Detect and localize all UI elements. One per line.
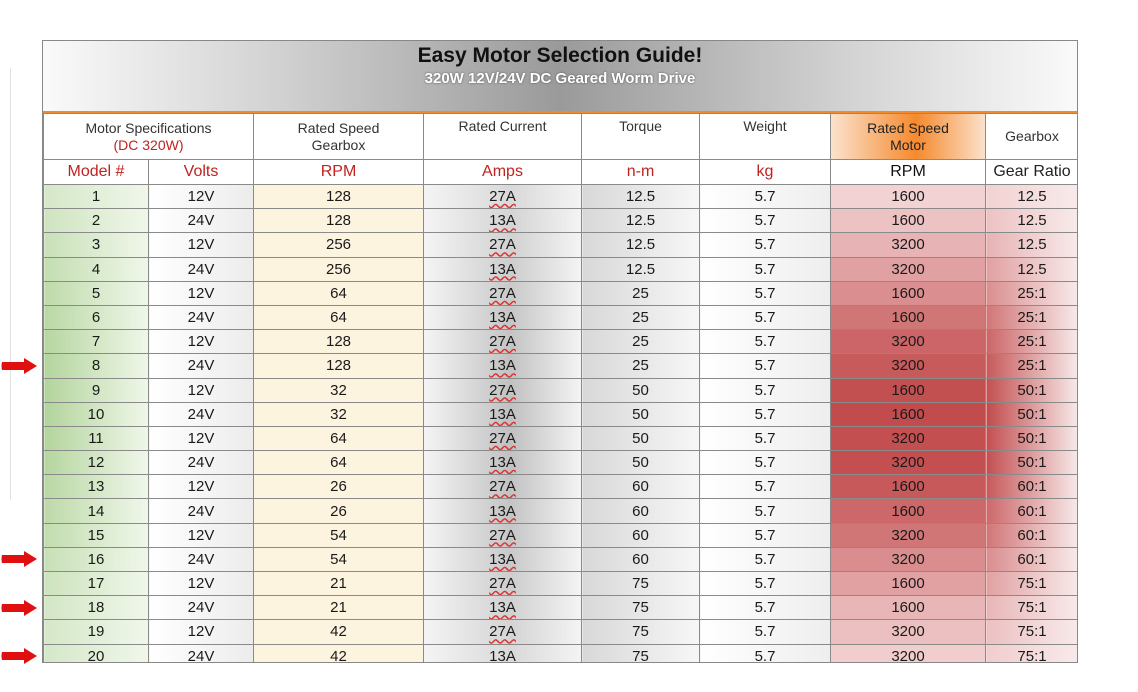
cell-rpm-gearbox: 128 bbox=[254, 209, 424, 233]
cell-model: 10 bbox=[44, 402, 149, 426]
cell-volts: 12V bbox=[149, 330, 254, 354]
red-arrow-icon bbox=[0, 647, 38, 665]
cell-amps bbox=[424, 185, 582, 209]
cell-gear-ratio: 50:1 bbox=[986, 402, 1079, 426]
cell-weight: 5.7 bbox=[700, 499, 831, 523]
cell-model: 7 bbox=[44, 330, 149, 354]
title-band bbox=[43, 41, 1077, 113]
cell-amps bbox=[424, 572, 582, 596]
cell-gear-ratio: 12.5 bbox=[986, 257, 1079, 281]
table-row bbox=[44, 644, 1079, 663]
header-row bbox=[44, 114, 1079, 160]
unit-volts: Volts bbox=[149, 160, 254, 185]
cell-volts: 24V bbox=[149, 209, 254, 233]
cell-amps bbox=[424, 547, 582, 571]
cell-model: 6 bbox=[44, 305, 149, 329]
cell-rpm-gearbox: 256 bbox=[254, 257, 424, 281]
cell-model: 16 bbox=[44, 547, 149, 571]
cell-torque: 60 bbox=[582, 475, 700, 499]
unit-model: Model # bbox=[44, 160, 149, 185]
cell-volts: 12V bbox=[149, 572, 254, 596]
cell-model: 15 bbox=[44, 523, 149, 547]
table-row bbox=[44, 281, 1079, 305]
page-edge-line bbox=[10, 68, 11, 500]
cell-amps bbox=[424, 644, 582, 663]
header-rated-speed-motor-l2: Motor bbox=[890, 136, 926, 153]
header-motor-spec-label: Motor Specifications bbox=[85, 119, 212, 136]
table-row bbox=[44, 185, 1079, 209]
unit-weight: kg bbox=[700, 160, 831, 185]
cell-rpm-motor: 3200 bbox=[831, 644, 986, 663]
table-row bbox=[44, 475, 1079, 499]
table-row bbox=[44, 233, 1079, 257]
cell-torque: 60 bbox=[582, 547, 700, 571]
cell-amps bbox=[424, 330, 582, 354]
cell-rpm-motor: 3200 bbox=[831, 354, 986, 378]
cell-rpm-motor: 1600 bbox=[831, 572, 986, 596]
table-row bbox=[44, 547, 1079, 571]
cell-model: 3 bbox=[44, 233, 149, 257]
table-row bbox=[44, 209, 1079, 233]
cell-rpm-gearbox: 64 bbox=[254, 305, 424, 329]
cell-torque: 25 bbox=[582, 354, 700, 378]
cell-rpm-gearbox: 26 bbox=[254, 475, 424, 499]
cell-volts: 12V bbox=[149, 185, 254, 209]
red-arrow-icon bbox=[0, 550, 38, 568]
cell-volts: 12V bbox=[149, 475, 254, 499]
cell-rpm-gearbox: 42 bbox=[254, 620, 424, 644]
cell-rpm-motor: 1600 bbox=[831, 378, 986, 402]
cell-rpm-motor: 3200 bbox=[831, 426, 986, 450]
cell-volts: 24V bbox=[149, 402, 254, 426]
cell-rpm-gearbox: 64 bbox=[254, 451, 424, 475]
cell-model: 5 bbox=[44, 281, 149, 305]
page-subtitle: 320W 12V/24V DC Geared Worm Drive bbox=[424, 70, 696, 87]
cell-gear-ratio: 12.5 bbox=[986, 185, 1079, 209]
cell-rpm-gearbox: 54 bbox=[254, 547, 424, 571]
cell-torque: 75 bbox=[582, 572, 700, 596]
cell-weight: 5.7 bbox=[700, 620, 831, 644]
cell-torque: 12.5 bbox=[582, 209, 700, 233]
cell-torque: 60 bbox=[582, 523, 700, 547]
red-arrow-icon bbox=[0, 357, 38, 375]
units-row bbox=[44, 160, 1079, 185]
cell-gear-ratio: 60:1 bbox=[986, 547, 1079, 571]
amps-value: 27A bbox=[489, 575, 516, 593]
cell-weight: 5.7 bbox=[700, 523, 831, 547]
cell-amps bbox=[424, 257, 582, 281]
cell-weight: 5.7 bbox=[700, 281, 831, 305]
cell-torque: 75 bbox=[582, 644, 700, 663]
cell-volts: 24V bbox=[149, 547, 254, 571]
amps-value: 13A bbox=[489, 357, 516, 375]
cell-amps bbox=[424, 426, 582, 450]
cell-rpm-motor: 1600 bbox=[831, 305, 986, 329]
cell-volts: 12V bbox=[149, 233, 254, 257]
amps-value: 13A bbox=[489, 309, 516, 327]
cell-weight: 5.7 bbox=[700, 378, 831, 402]
cell-torque: 50 bbox=[582, 451, 700, 475]
header-weight: Weight bbox=[700, 114, 831, 160]
cell-weight: 5.7 bbox=[700, 547, 831, 571]
motor-selection-table-sheet bbox=[42, 40, 1078, 663]
cell-torque: 25 bbox=[582, 330, 700, 354]
cell-volts: 12V bbox=[149, 378, 254, 402]
header-rated-speed-motor bbox=[831, 114, 986, 160]
cell-rpm-gearbox: 256 bbox=[254, 233, 424, 257]
cell-model: 19 bbox=[44, 620, 149, 644]
cell-rpm-motor: 1600 bbox=[831, 499, 986, 523]
cell-rpm-motor: 1600 bbox=[831, 402, 986, 426]
table-row bbox=[44, 378, 1079, 402]
cell-gear-ratio: 60:1 bbox=[986, 523, 1079, 547]
cell-amps bbox=[424, 499, 582, 523]
amps-value: 13A bbox=[489, 550, 516, 568]
header-rated-current: Rated Current bbox=[424, 114, 582, 160]
motor-spec-table bbox=[43, 113, 1078, 663]
cell-rpm-motor: 3200 bbox=[831, 620, 986, 644]
cell-volts: 12V bbox=[149, 620, 254, 644]
cell-volts: 24V bbox=[149, 644, 254, 663]
cell-weight: 5.7 bbox=[700, 426, 831, 450]
cell-rpm-motor: 1600 bbox=[831, 209, 986, 233]
amps-value: 13A bbox=[489, 454, 516, 472]
table-row bbox=[44, 596, 1079, 620]
cell-rpm-motor: 3200 bbox=[831, 523, 986, 547]
table-row bbox=[44, 523, 1079, 547]
cell-rpm-gearbox: 128 bbox=[254, 330, 424, 354]
cell-model: 1 bbox=[44, 185, 149, 209]
cell-model: 14 bbox=[44, 499, 149, 523]
cell-amps bbox=[424, 378, 582, 402]
red-arrow-icon bbox=[0, 599, 38, 617]
cell-weight: 5.7 bbox=[700, 257, 831, 281]
cell-volts: 12V bbox=[149, 523, 254, 547]
header-torque: Torque bbox=[582, 114, 700, 160]
table-row bbox=[44, 257, 1079, 281]
cell-rpm-motor: 1600 bbox=[831, 185, 986, 209]
cell-model: 17 bbox=[44, 572, 149, 596]
cell-weight: 5.7 bbox=[700, 475, 831, 499]
cell-weight: 5.7 bbox=[700, 644, 831, 663]
cell-weight: 5.7 bbox=[700, 330, 831, 354]
table-row bbox=[44, 451, 1079, 475]
cell-weight: 5.7 bbox=[700, 305, 831, 329]
cell-volts: 24V bbox=[149, 257, 254, 281]
cell-volts: 24V bbox=[149, 354, 254, 378]
cell-amps bbox=[424, 233, 582, 257]
cell-gear-ratio: 12.5 bbox=[986, 233, 1079, 257]
header-rated-speed-gearbox bbox=[254, 114, 424, 160]
cell-model: 12 bbox=[44, 451, 149, 475]
cell-torque: 50 bbox=[582, 426, 700, 450]
cell-amps bbox=[424, 281, 582, 305]
amps-value: 27A bbox=[489, 333, 516, 351]
cell-amps bbox=[424, 354, 582, 378]
cell-rpm-gearbox: 64 bbox=[254, 426, 424, 450]
cell-model: 9 bbox=[44, 378, 149, 402]
cell-amps bbox=[424, 451, 582, 475]
cell-weight: 5.7 bbox=[700, 402, 831, 426]
cell-model: 18 bbox=[44, 596, 149, 620]
cell-model: 13 bbox=[44, 475, 149, 499]
header-motor-spec-sub: (DC 320W) bbox=[113, 136, 184, 153]
cell-torque: 25 bbox=[582, 305, 700, 329]
cell-amps bbox=[424, 475, 582, 499]
amps-value: 13A bbox=[489, 599, 516, 617]
cell-weight: 5.7 bbox=[700, 185, 831, 209]
header-motor-spec bbox=[44, 114, 254, 160]
cell-rpm-gearbox: 26 bbox=[254, 499, 424, 523]
header-rated-speed-gearbox-l2: Gearbox bbox=[311, 136, 366, 153]
cell-rpm-gearbox: 21 bbox=[254, 596, 424, 620]
amps-value: 27A bbox=[489, 236, 516, 254]
amps-value: 13A bbox=[489, 647, 516, 663]
table-row bbox=[44, 499, 1079, 523]
cell-gear-ratio: 50:1 bbox=[986, 426, 1079, 450]
amps-value: 13A bbox=[489, 212, 516, 230]
header-rated-speed-gearbox-l1: Rated Speed bbox=[297, 119, 380, 136]
cell-volts: 24V bbox=[149, 451, 254, 475]
table-row bbox=[44, 426, 1079, 450]
amps-value: 13A bbox=[489, 260, 516, 278]
cell-volts: 12V bbox=[149, 281, 254, 305]
cell-rpm-motor: 3200 bbox=[831, 330, 986, 354]
cell-torque: 12.5 bbox=[582, 257, 700, 281]
cell-torque: 12.5 bbox=[582, 185, 700, 209]
cell-rpm-gearbox: 42 bbox=[254, 644, 424, 663]
cell-torque: 75 bbox=[582, 596, 700, 620]
cell-torque: 12.5 bbox=[582, 233, 700, 257]
amps-value: 27A bbox=[489, 284, 516, 302]
cell-gear-ratio: 50:1 bbox=[986, 378, 1079, 402]
cell-gear-ratio: 12.5 bbox=[986, 209, 1079, 233]
cell-rpm-gearbox: 32 bbox=[254, 402, 424, 426]
unit-amps: Amps bbox=[424, 160, 582, 185]
amps-value: 27A bbox=[489, 623, 516, 641]
cell-rpm-gearbox: 128 bbox=[254, 354, 424, 378]
cell-gear-ratio: 60:1 bbox=[986, 499, 1079, 523]
cell-rpm-gearbox: 128 bbox=[254, 185, 424, 209]
cell-volts: 12V bbox=[149, 426, 254, 450]
cell-amps bbox=[424, 596, 582, 620]
cell-amps bbox=[424, 620, 582, 644]
unit-rpm-gearbox: RPM bbox=[254, 160, 424, 185]
amps-value: 27A bbox=[489, 429, 516, 447]
table-row bbox=[44, 354, 1079, 378]
cell-gear-ratio: 75:1 bbox=[986, 572, 1079, 596]
cell-weight: 5.7 bbox=[700, 572, 831, 596]
cell-volts: 24V bbox=[149, 596, 254, 620]
cell-amps bbox=[424, 305, 582, 329]
cell-gear-ratio: 25:1 bbox=[986, 330, 1079, 354]
cell-torque: 50 bbox=[582, 402, 700, 426]
amps-value: 27A bbox=[489, 526, 516, 544]
amps-value: 13A bbox=[489, 502, 516, 520]
cell-weight: 5.7 bbox=[700, 451, 831, 475]
cell-model: 2 bbox=[44, 209, 149, 233]
cell-gear-ratio: 25:1 bbox=[986, 281, 1079, 305]
unit-gear-ratio: Gear Ratio bbox=[986, 160, 1079, 185]
table-row bbox=[44, 572, 1079, 596]
unit-torque: n-m bbox=[582, 160, 700, 185]
cell-rpm-motor: 3200 bbox=[831, 451, 986, 475]
cell-weight: 5.7 bbox=[700, 354, 831, 378]
cell-amps bbox=[424, 209, 582, 233]
header-rated-speed-motor-l1: Rated Speed bbox=[867, 119, 949, 136]
cell-rpm-motor: 3200 bbox=[831, 547, 986, 571]
amps-value: 27A bbox=[489, 188, 516, 206]
cell-model: 20 bbox=[44, 644, 149, 663]
cell-rpm-motor: 1600 bbox=[831, 281, 986, 305]
cell-model: 11 bbox=[44, 426, 149, 450]
cell-rpm-motor: 3200 bbox=[831, 233, 986, 257]
cell-gear-ratio: 75:1 bbox=[986, 620, 1079, 644]
cell-rpm-gearbox: 54 bbox=[254, 523, 424, 547]
amps-value: 27A bbox=[489, 381, 516, 399]
cell-weight: 5.7 bbox=[700, 209, 831, 233]
cell-gear-ratio: 25:1 bbox=[986, 354, 1079, 378]
cell-model: 8 bbox=[44, 354, 149, 378]
cell-torque: 75 bbox=[582, 620, 700, 644]
amps-value: 13A bbox=[489, 405, 516, 423]
table-row bbox=[44, 330, 1079, 354]
cell-rpm-motor: 1600 bbox=[831, 596, 986, 620]
cell-model: 4 bbox=[44, 257, 149, 281]
cell-volts: 24V bbox=[149, 499, 254, 523]
header-gearbox: Gearbox bbox=[986, 114, 1079, 160]
cell-volts: 24V bbox=[149, 305, 254, 329]
cell-rpm-gearbox: 32 bbox=[254, 378, 424, 402]
cell-amps bbox=[424, 523, 582, 547]
cell-torque: 50 bbox=[582, 378, 700, 402]
table-row bbox=[44, 402, 1079, 426]
cell-gear-ratio: 60:1 bbox=[986, 475, 1079, 499]
cell-gear-ratio: 75:1 bbox=[986, 644, 1079, 663]
cell-torque: 25 bbox=[582, 281, 700, 305]
unit-rpm-motor: RPM bbox=[831, 160, 986, 185]
cell-rpm-motor: 3200 bbox=[831, 257, 986, 281]
table-row bbox=[44, 305, 1079, 329]
table-row bbox=[44, 620, 1079, 644]
page-title: Easy Motor Selection Guide! bbox=[417, 44, 703, 67]
cell-gear-ratio: 50:1 bbox=[986, 451, 1079, 475]
cell-gear-ratio: 75:1 bbox=[986, 596, 1079, 620]
cell-rpm-motor: 1600 bbox=[831, 475, 986, 499]
amps-value: 27A bbox=[489, 478, 516, 496]
cell-torque: 60 bbox=[582, 499, 700, 523]
cell-rpm-gearbox: 21 bbox=[254, 572, 424, 596]
cell-rpm-gearbox: 64 bbox=[254, 281, 424, 305]
cell-amps bbox=[424, 402, 582, 426]
cell-gear-ratio: 25:1 bbox=[986, 305, 1079, 329]
cell-weight: 5.7 bbox=[700, 596, 831, 620]
cell-weight: 5.7 bbox=[700, 233, 831, 257]
